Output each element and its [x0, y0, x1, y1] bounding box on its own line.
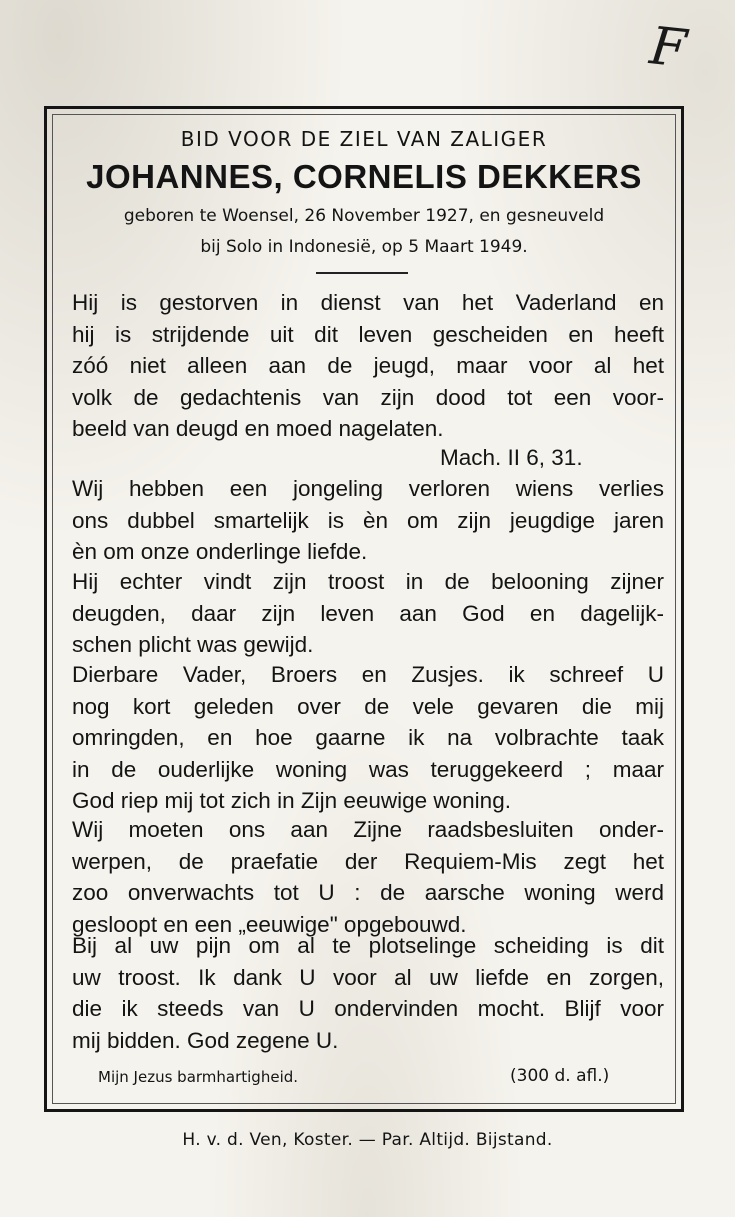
- paragraph-2: [72, 473, 664, 568]
- text-line: Wij moeten ons aan Zijne raadsbesluiten onder-: [72, 817, 664, 842]
- text-line: nog kort geleden over de vele gevaren die mij: [72, 693, 664, 719]
- paragraph-5: [72, 814, 664, 940]
- text-line: gesloopt en een „eeuwige" opgebouwd.: [72, 911, 467, 937]
- text-line: omringden, en hoe gaarne ik na volbrachte taak: [72, 725, 664, 750]
- paragraph-4: [72, 659, 664, 817]
- text-line: volk de gedachtenis van zijn dood tot een voor-: [72, 384, 664, 410]
- text-line: die ik steeds van U ondervinden mocht. Blijf voor: [72, 996, 664, 1021]
- text-line: Hij is gestorven in dienst van het Vaderland en: [72, 290, 664, 315]
- indulgence-note: (300 d. afl.): [510, 1066, 610, 1086]
- text-line: èn om onze onderlinge liefde.: [72, 539, 368, 564]
- text-line: God riep mij tot zich in Zijn eeuwige woning.: [72, 788, 511, 813]
- text-line: schen plicht was gewijd.: [72, 632, 314, 657]
- divider-rule: [316, 272, 408, 274]
- text-line: zóó niet alleen aan de jeugd, maar voor al het: [72, 353, 664, 378]
- paragraph-3: [72, 566, 664, 661]
- prayer-line: Mijn Jezus barmhartigheid.: [98, 1068, 299, 1086]
- text-line: zoo onverwachts tot U : de aarsche woning werd: [72, 880, 664, 905]
- text-line: ons dubbel smartelijk is èn om zijn jeugdige jaren: [72, 507, 664, 533]
- handwritten-mark: F: [646, 16, 690, 80]
- printer-line: H. v. d. Ven, Koster. — Par. Altijd. Bijstand.: [182, 1130, 553, 1150]
- text-line: mij bidden. God zegene U.: [72, 1027, 339, 1053]
- text-line: beeld van deugd en moed nagelaten.: [72, 416, 444, 441]
- text-line: Dierbare Vader, Broers en Zusjes. ik schreef U: [72, 662, 664, 687]
- text-line: hij is strijdende uit dit leven gescheiden en heeft: [72, 321, 664, 347]
- deceased-name: JOHANNES, CORNELIS DEKKERS: [86, 158, 642, 195]
- text-line: uw troost. Ik dank U voor al uw liefde en zorgen,: [72, 964, 664, 990]
- text-line: Hij echter vindt zijn troost in de belooning zijner: [72, 569, 664, 594]
- birth-line: geboren te Woensel, 26 November 1927, en gesneuveld: [123, 206, 605, 226]
- card-prefix: BID VOOR DE ZIEL VAN ZALIGER: [180, 127, 548, 151]
- text-line: werpen, de praefatie der Requiem-Mis zegt het: [72, 848, 664, 874]
- text-line: in de ouderlijke woning was teruggekeerd ; maar: [72, 756, 664, 782]
- text-line: Wij hebben een jongeling verloren wiens verlies: [72, 476, 664, 501]
- paragraph-1: [72, 287, 664, 445]
- scripture-reference: Mach. II 6, 31.: [440, 445, 583, 470]
- death-line: bij Solo in Indonesië, op 5 Maart 1949.: [200, 237, 528, 257]
- paragraph-6: [72, 930, 664, 1056]
- text-line: Bij al uw pijn om al te plotselinge scheiding is dit: [72, 933, 664, 958]
- text-line: deugden, daar zijn leven aan God en dagelijk-: [72, 600, 664, 626]
